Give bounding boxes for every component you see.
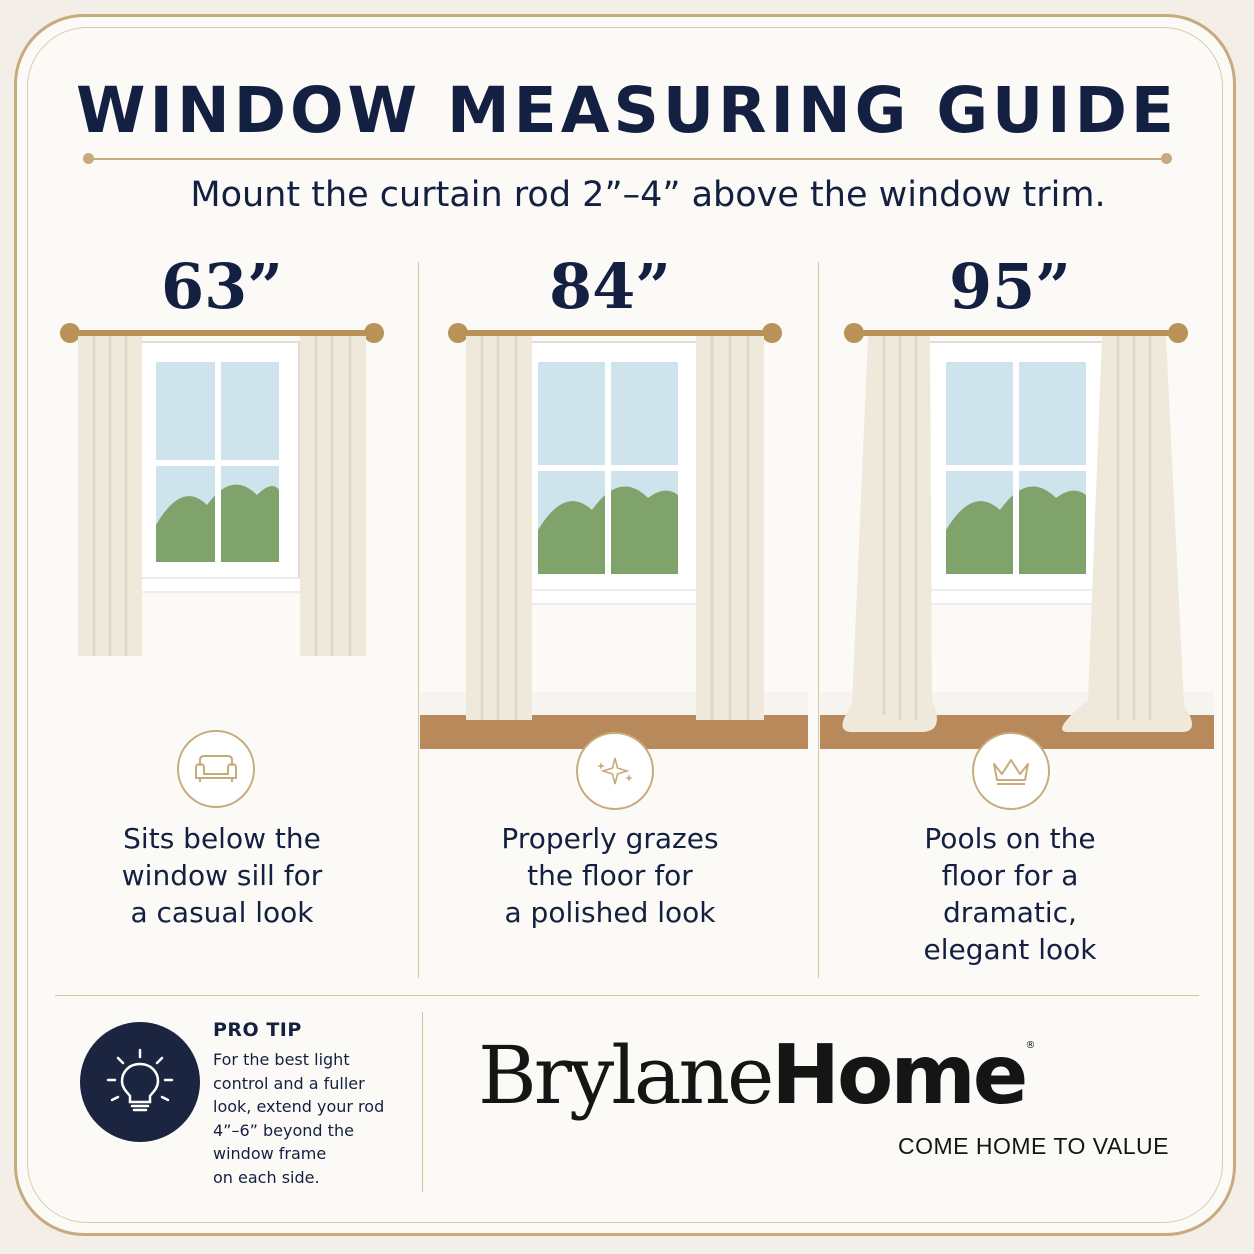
column-divider [818,262,819,978]
description-line: window sill for [121,859,323,892]
short-curtain-illustration [32,320,412,750]
pro-tip-line: look, extend your rod [213,1097,385,1116]
sparkles-icon [576,732,654,810]
description-line: elegant look [923,933,1097,966]
curtain-length-label: 84” [549,250,671,323]
pro-tip-line: 4”–6” beyond the [213,1120,354,1140]
pro-tip-line: For the best light [213,1050,350,1069]
brand-name-serif: Brylane [478,1029,772,1122]
pro-tip-body [213,1048,413,1189]
description-line: a casual look [130,896,314,929]
column-63 [32,250,412,990]
column-95 [820,250,1200,990]
column-description [820,820,1200,968]
description-line: a polished look [504,896,716,929]
brand-name-bold: Home [771,1028,1026,1123]
crown-icon [972,732,1050,810]
divider-dot-right [1161,153,1172,164]
title-divider [88,158,1166,160]
description-line: dramatic, [943,896,1077,929]
divider-dot-left [83,153,94,164]
tip-divider [422,1012,423,1192]
column-84 [420,250,800,990]
brand-tagline: COME HOME TO VALUE [898,1133,1169,1159]
description-line: Properly grazes [501,822,719,855]
footer-divider [55,995,1199,996]
column-divider [418,262,419,978]
floor-length-curtain-illustration [420,320,810,760]
brand-logo [478,1028,1035,1123]
curtain-length-label: 95” [949,250,1071,323]
description-line: Pools on the [924,822,1096,855]
registered-mark: ® [1025,1040,1036,1051]
lightbulb-icon [80,1022,200,1142]
description-line: floor for a [941,859,1079,892]
curtain-length-label: 63” [161,250,283,323]
sofa-icon [177,730,255,808]
pooling-curtain-illustration [820,320,1214,760]
subtitle: Mount the curtain rod 2”–4” above the window trim. [190,175,1106,215]
pro-tip-line: on each side. [213,1167,320,1187]
page-title: WINDOW MEASURING GUIDE [76,74,1178,147]
pro-tip-line: control and a fuller [213,1073,365,1093]
column-description [32,820,412,931]
description-line: the floor for [527,859,693,892]
pro-tip-heading: PRO TIP [213,1019,302,1041]
description-line: Sits below the [123,822,321,855]
pro-tip-line: window frame [213,1144,327,1163]
column-description [420,820,800,931]
